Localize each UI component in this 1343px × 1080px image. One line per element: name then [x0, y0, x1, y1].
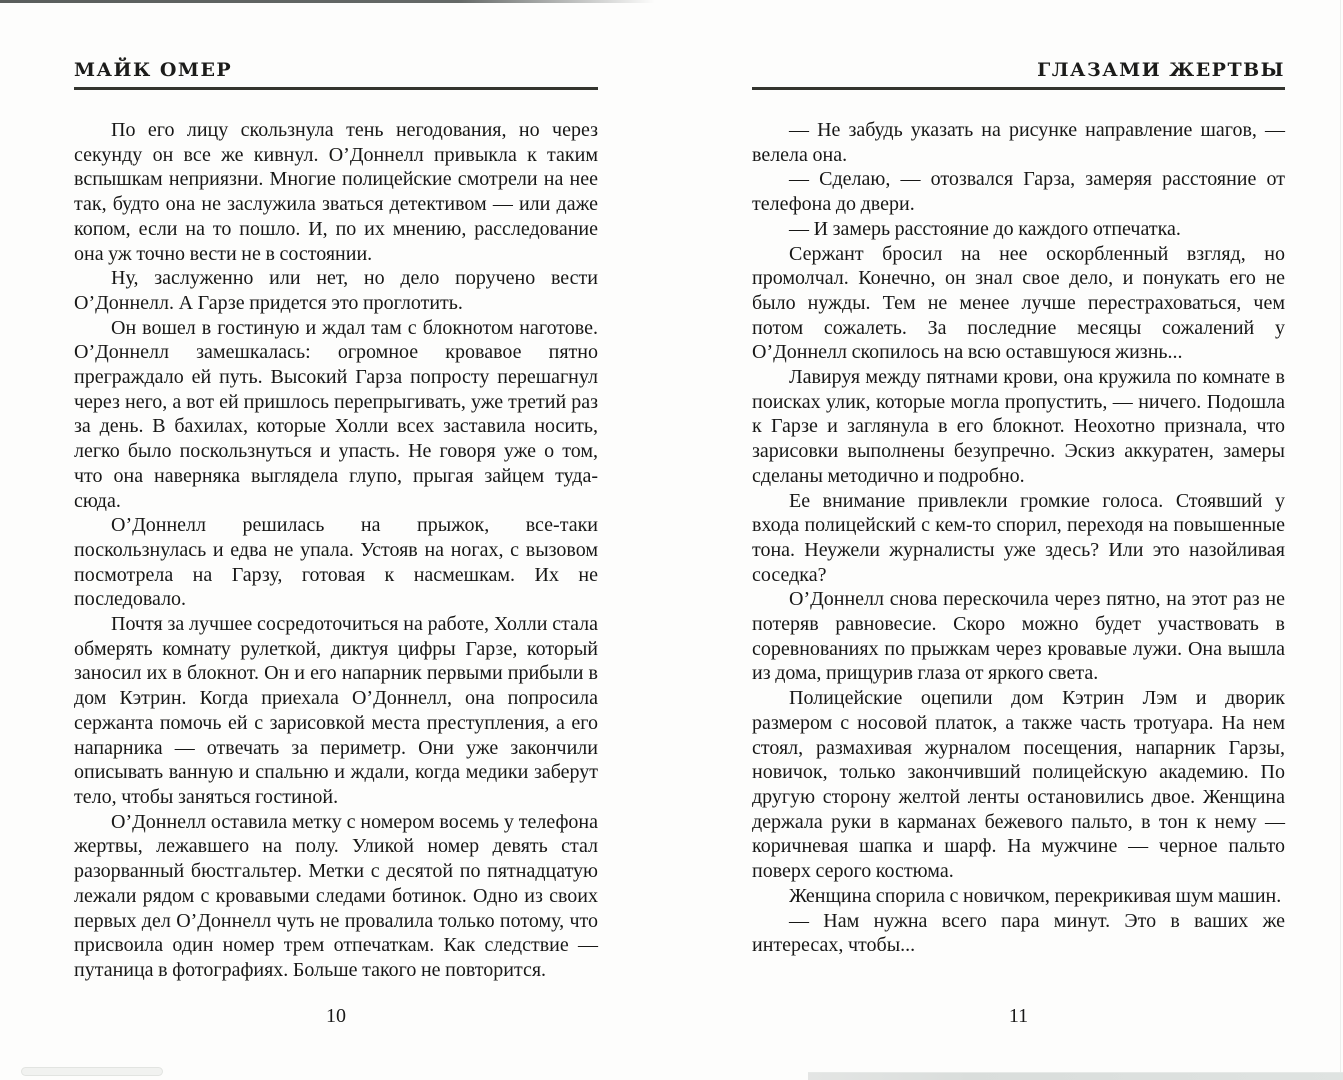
paragraph: Он вошел в гостиную и ждал там с блокнотом наготове. О’Доннелл замешкалась: огромное кровавое пятно преграждало ей путь. Высокий Гарза попросту перешагнул через него, а вот ей пришлось перепрыгивать, уже третий раз за день. В бахилах, которые Холли всех заставила носить, легко было поскользнуться и упасть. Не говоря уже о том, что она наверняка выглядела глупо, прыгая зайцем туда-сюда.: [74, 316, 598, 512]
right-page-number: 11: [1008, 1005, 1029, 1027]
left-page-body: [74, 118, 598, 983]
paragraph: По его лицу скользнула тень негодования, но через секунду он все же кивнул. О’Доннелл привыкла к таким вспышкам неприязни. Многие полицейские смотрели на нее так, будто она не заслужила зваться детективом — или даже копом, если на то пошло. И, по их мнению, расследование она уж точно вести не в состоянии.: [74, 119, 598, 265]
running-header-author: МАЙК ОМЕР: [74, 58, 598, 90]
paragraph: — Не забудь указать на рисунке направление шагов, — велела она.: [752, 119, 1285, 166]
paragraph: — Нам нужна всего пара минут. Это в ваших же интересах, чтобы...: [752, 909, 1285, 957]
paragraph: Женщина спорила с новичком, перекрикивая шум машин.: [789, 884, 1282, 907]
scan-artifact-bottom-left-smudge: [22, 1068, 162, 1075]
paragraph: — И замерь расстояние до каждого отпечатка.: [789, 217, 1181, 240]
left-page-number: 10: [326, 1005, 346, 1027]
paragraph: Лавируя между пятнами крови, она кружила по комнате в поисках улик, которые могла пропустить, — ничего. Подошла к Гарзе и заглянула в его блокнот. Неохотно признала, что зарисовки выполнены безупречно. Эскиз аккуратен, замеры сделаны методично и подробно.: [752, 366, 1285, 487]
right-page-body: [752, 118, 1285, 958]
scan-artifact-top-edge: [0, 0, 655, 3]
right-page: [752, 58, 1285, 1058]
paragraph: Почтя за лучшее сосредоточиться на работе, Холли стала обмерять комнату рулеткой, диктуя цифры Гарзе, который заносил их в блокнот. Он и его напарник первыми прибыли в дом Кэтрин. Когда приехала О’Доннелл, она попросила сержанта помочь ей с зарисовкой места преступления, а его напарника — отвечать за периметр. Они уже закончили описывать ванную и спальню и ждали, когда медики заберут тело, чтобы заняться гостиной.: [74, 613, 598, 808]
paragraph: О’Доннелл оставила метку с номером восемь у телефона жертвы, лежавшего на полу. Уликой номер девять стал разорванный бюстгальтер. Метки с десятой по пятнадцатую лежали рядом с кровавыми следами ботинок. Одно из своих первых дел О’Доннелл чуть не провалила только потому, что присвоила один номер трем отпечаткам. Как следствие — путаница в фотографиях. Больше такого не повторится.: [74, 810, 598, 981]
paragraph: Ну, заслуженно или нет, но дело поручено вести О’Доннелл. А Гарзе придется это проглотить.: [74, 267, 598, 314]
left-page: [74, 58, 598, 1058]
paragraph: О’Доннелл решилась на прыжок, все-таки поскользнулась и едва не упала. Устояв на ногах, с вызовом посмотрела на Гарзу, готовая к насмешкам. Их не последовало.: [74, 514, 598, 611]
running-header-book-title: ГЛАЗАМИ ЖЕРТВЫ: [752, 58, 1285, 90]
scan-artifact-right-edge: [1340, 0, 1341, 1080]
paragraph: Полицейские оцепили дом Кэтрин Лэм и дворик размером с носовой платок, а также часть тротуара. На нем стоял, размахивая журналом посещения, напарник Гарзы, новичок, только закончивший полицейскую академию. По другую сторону желтой ленты остановились двое. Женщина держала руки в карманах бежевого пальто, в тон к нему — коричневая шапка и шарф. На мужчине — черное пальто поверх серого костюма.: [752, 687, 1285, 883]
paragraph: Ее внимание привлекли громкие голоса. Стоявший у входа полицейский с кем-то спорил, переходя на повышенные тона. Неужели журналисты уже здесь? Или это назойливая соседка?: [752, 489, 1285, 586]
paragraph: О’Доннелл снова перескочила через пятно, на этот раз не потеряв равновесие. Скоро можно будет участвовать в соревнованиях по прыжкам через кровавые лужи. Она вышла из дома, прищурив глаза от яркого света.: [752, 588, 1285, 685]
scan-artifact-bottom-right-edge: [808, 1072, 1343, 1080]
paragraph: — Сделаю, — отозвался Гарза, замеряя расстояние от телефона до двери.: [752, 168, 1285, 216]
paragraph: Сержант бросил на нее оскорбленный взгляд, но промолчал. Конечно, он знал свое дело, и понукать его не было нужды. Тем не менее лучше перестраховаться, чем потом сожалеть. За последние месяцы сожалений у О’Доннелл скопилось на всю оставшуюся жизнь...: [752, 242, 1285, 364]
